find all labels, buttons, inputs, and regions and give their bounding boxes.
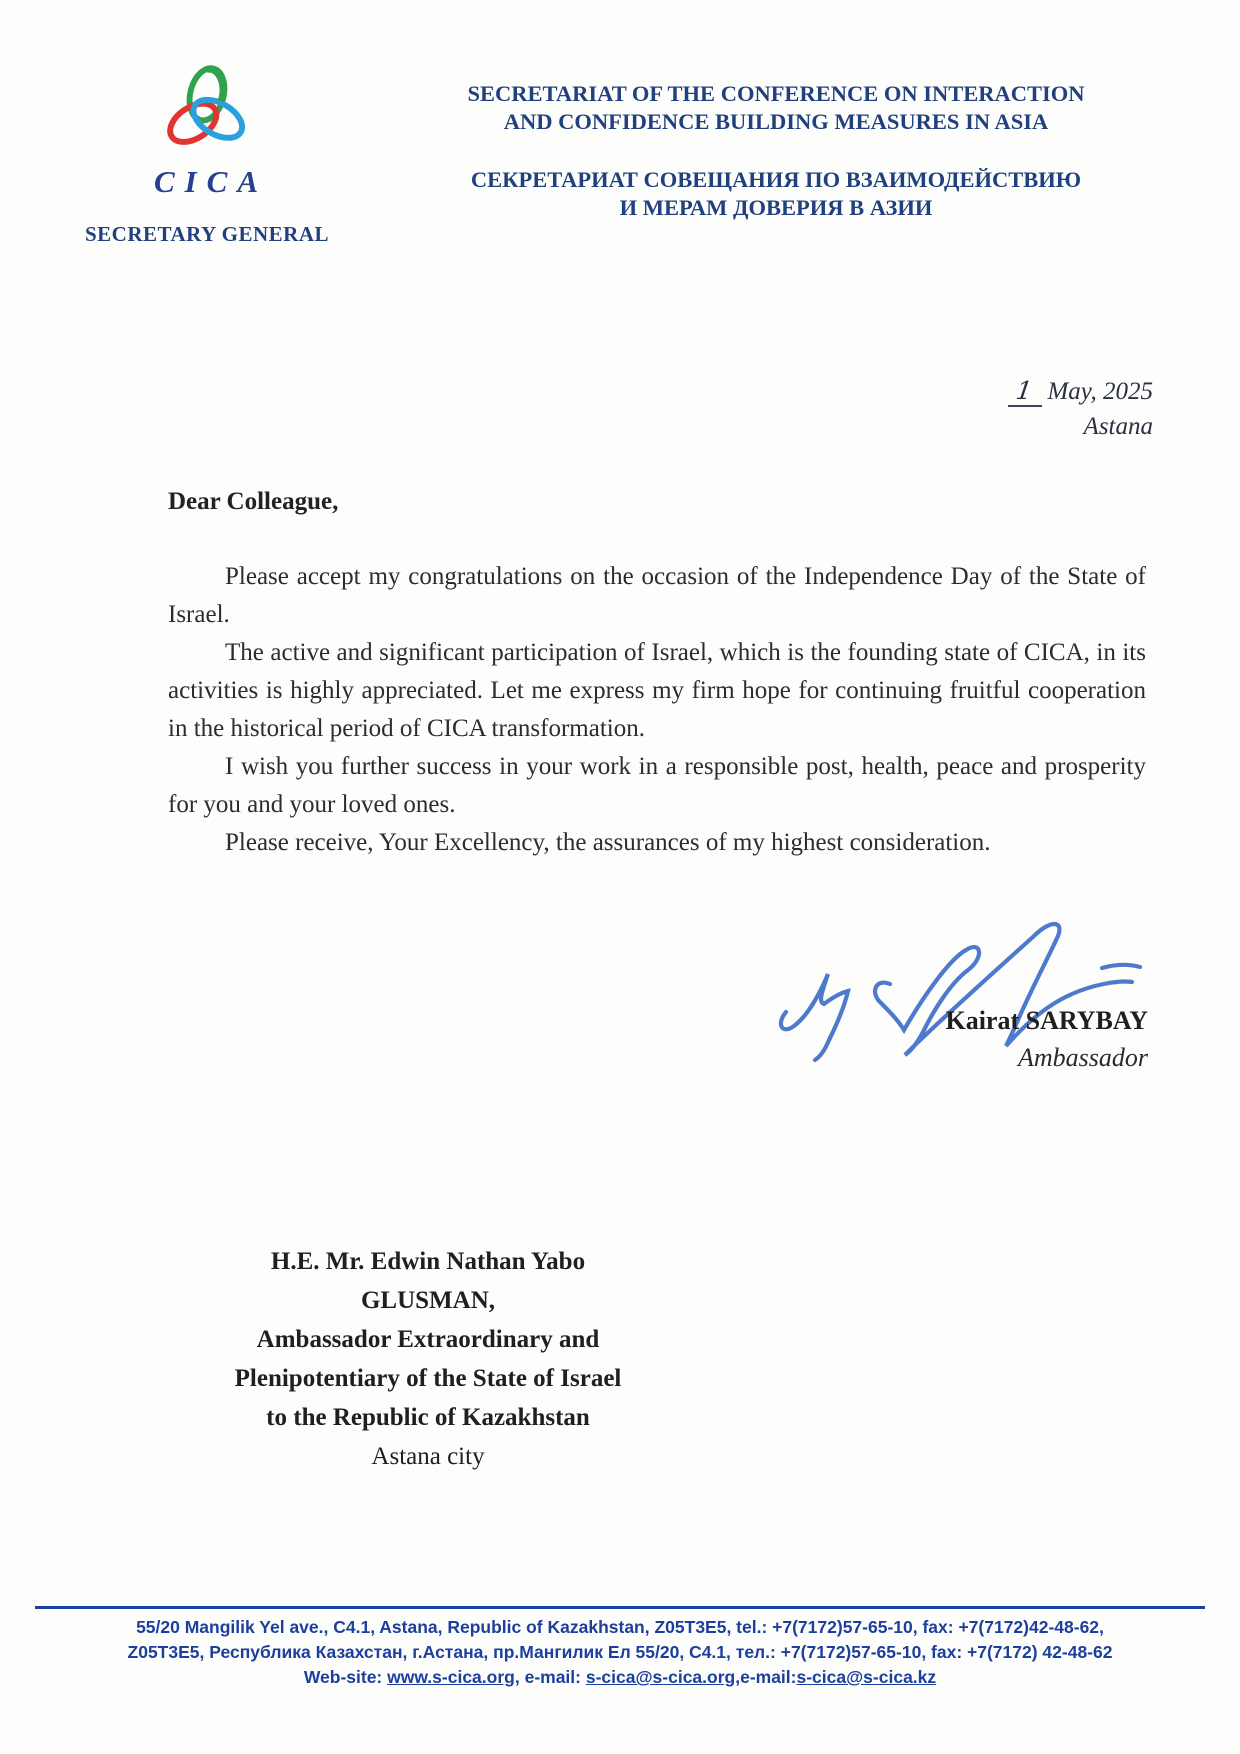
letterhead-english (424, 80, 1128, 136)
paragraphs (168, 558, 1146, 862)
letterhead-ru-line2: И МЕРАМ ДОВЕРИЯ В АЗИИ (619, 195, 933, 220)
footer-address-en: 55/20 Mangilik Yel ave., C4.1, Astana, Republic of Kazakhstan, Z05T3E5, tel.: +7(7172)57-65-10, fax: +7(7172)42-48-62, (136, 1617, 1104, 1637)
footer (45, 1615, 1195, 1690)
footer-address-ru: Z05T3E5, Республика Казахстан, г.Астана, пр.Мангилик Ел 55/20, C4.1, тел.: +7(7172)57-65-10, fax: +7(7172) 42-48-62 (127, 1642, 1113, 1662)
recipient-line: H.E. Mr. Edwin Nathan Yabo (270, 1248, 586, 1275)
website-label: Web-site: (303, 1667, 388, 1687)
letter-paragraph: I wish you further success in your work in a responsible post, health, peace and prosperity for you and your loved ones. (168, 753, 1146, 818)
email2-label: ,e-mail: (735, 1667, 797, 1687)
letter-paragraph: Please receive, Your Excellency, the assurances of my highest consideration. (225, 829, 991, 856)
letterhead-en-line2: AND CONFIDENCE BUILDING MEASURES IN ASIA (503, 109, 1049, 134)
letter-body (168, 488, 1146, 862)
letterhead-ru-line1: СЕКРЕТАРИАТ СОВЕЩАНИЯ ПО ВЗАИМОДЕЙСТВИЮ (470, 167, 1082, 192)
logo-acronym: CICA (153, 164, 269, 199)
logo-block (82, 64, 332, 247)
recipient-line: GLUSMAN, (360, 1287, 496, 1314)
letterhead (424, 80, 1128, 222)
signatory-block (945, 1006, 1148, 1073)
date-place: Astana (1083, 413, 1153, 440)
letterhead-en-line1: SECRETARIAT OF THE CONFERENCE ON INTERACTION (467, 81, 1085, 106)
recipient-line: Ambassador Extraordinary and (256, 1326, 600, 1353)
signatory-title: Ambassador (1017, 1043, 1148, 1072)
signatory-name: Kairat SARYBAY (945, 1006, 1148, 1035)
logo-unit-title: SECRETARY GENERAL (84, 222, 330, 246)
recipient-line: to the Republic of Kazakhstan (266, 1404, 590, 1431)
cica-trefoil-logo-icon (153, 64, 261, 160)
date-line (1010, 376, 1153, 407)
footer-divider (35, 1606, 1205, 1609)
recipient-city: Astana city (371, 1443, 485, 1470)
date-month-year: May, 2025 (1047, 378, 1153, 405)
footer-contacts (45, 1665, 1195, 1690)
date-day-handwritten: 1 (1007, 376, 1045, 407)
dateline (1010, 376, 1153, 441)
letterhead-russian (424, 166, 1128, 222)
email-link-org[interactable]: s-cica@s-cica.org (585, 1667, 736, 1687)
letter-paragraph: The active and significant participation of Israel, which is the founding state of CICA, in its activities is highly appreciated. Let me express my firm hope for continuing fruitful cooperation in the historical period of CICA transformation. (168, 639, 1146, 742)
email-link-kz[interactable]: s-cica@s-cica.kz (796, 1667, 937, 1687)
email1-label: , e-mail: (514, 1667, 586, 1687)
recipient-line: Plenipotentiary of the State of Israel (234, 1365, 622, 1392)
salutation: Dear Colleague, (168, 488, 339, 515)
website-link[interactable]: www.s-cica.org (387, 1667, 515, 1687)
recipient-block (168, 1242, 688, 1476)
letter-paragraph: Please accept my congratulations on the occasion of the Independence Day of the State of Israel. (168, 563, 1146, 628)
